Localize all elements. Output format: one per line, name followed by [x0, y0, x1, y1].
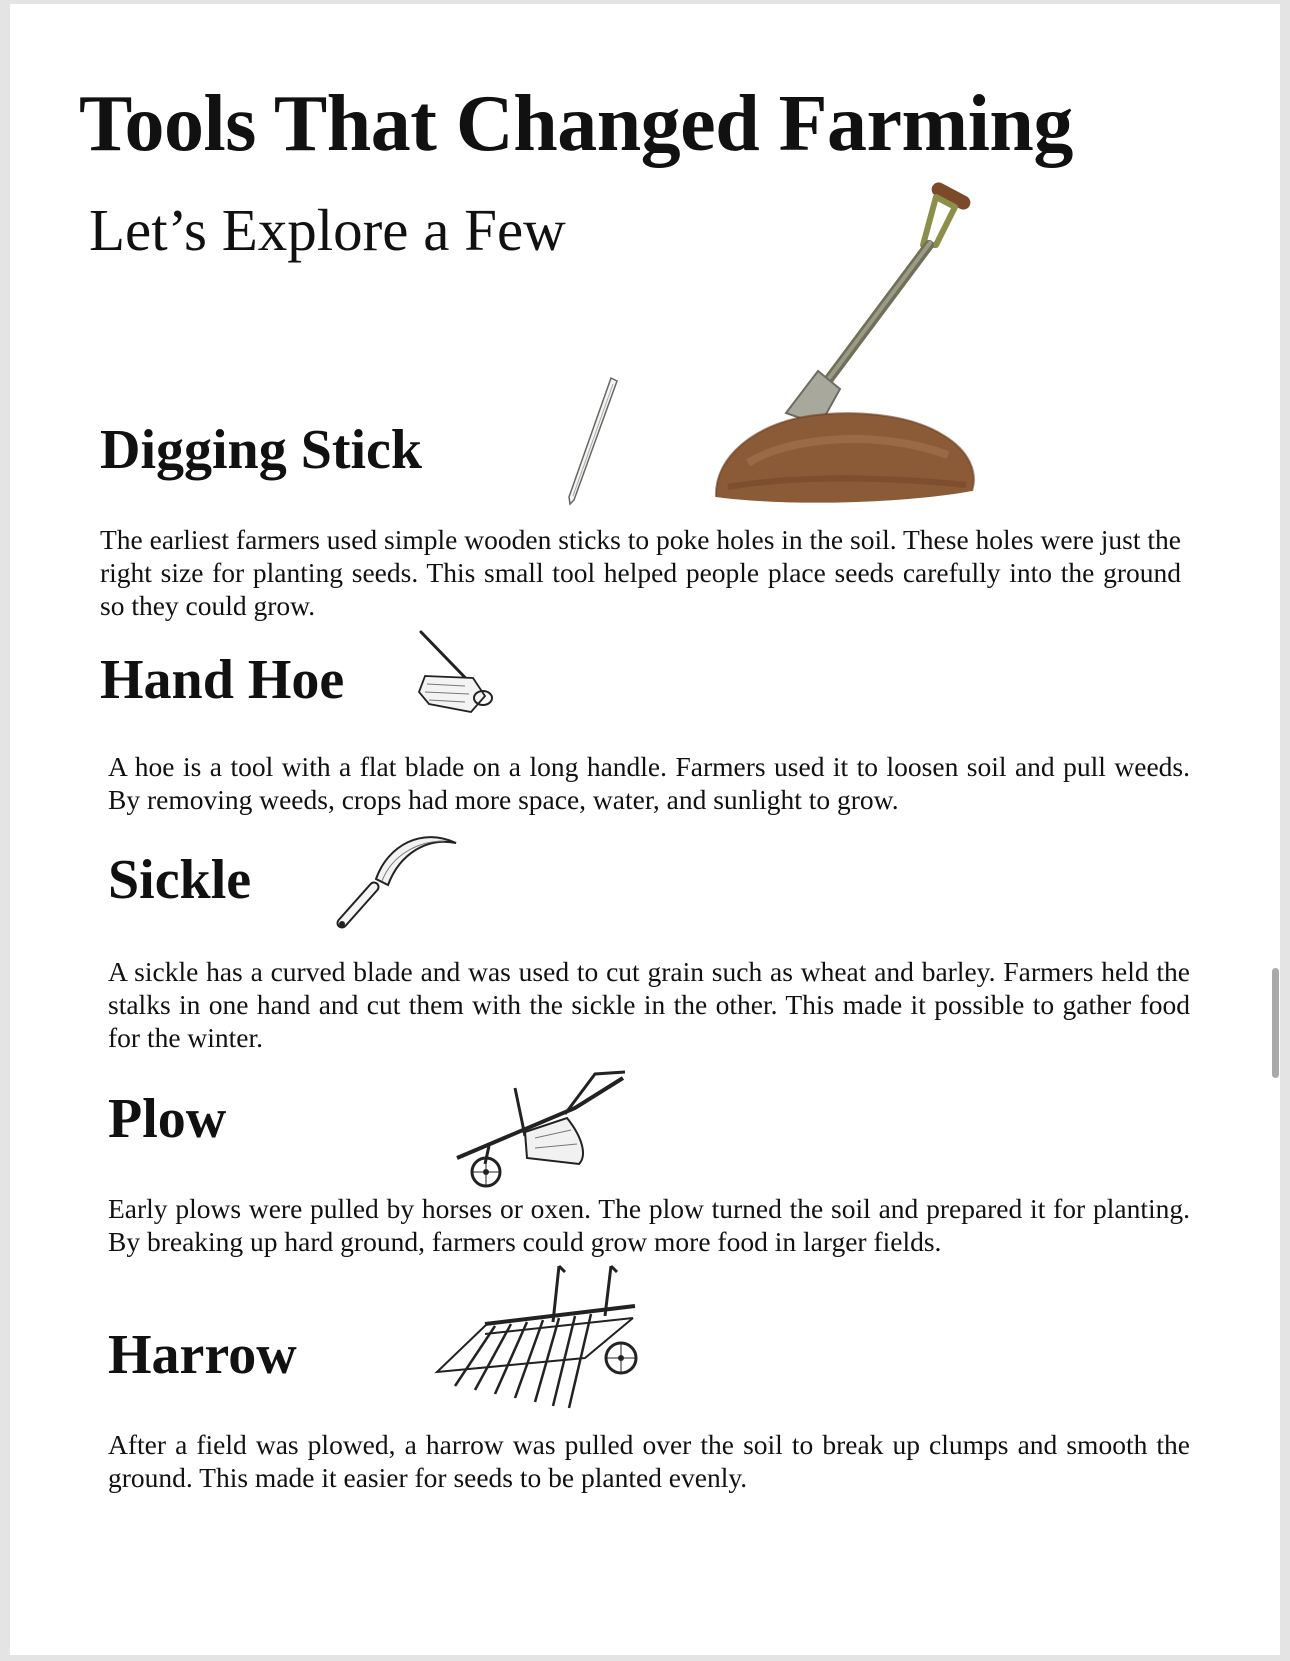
- vertical-scrollbar[interactable]: [1272, 968, 1279, 1078]
- section-body-hand-hoe: A hoe is a tool with a flat blade on a long handle. Farmers used it to loosen soil and pull weeds. By removing weeds, crops had more space, water, and sunlight to grow.: [108, 751, 1190, 815]
- page-subtitle: Let’s Explore a Few: [89, 197, 566, 263]
- sickle-icon: [332, 825, 462, 931]
- page-title: Tools That Changed Farming: [79, 80, 1073, 168]
- section-heading-plow: Plow: [108, 1088, 227, 1150]
- plow-icon: [455, 1068, 630, 1193]
- section-heading-harrow: Harrow: [108, 1324, 297, 1386]
- section-body-plow: Early plows were pulled by horses or oxen. The plow turned the soil and prepared it for planting. By breaking up hard ground, farmers could grow more food in larger fields.: [108, 1193, 1190, 1257]
- section-heading-hand-hoe: Hand Hoe: [100, 649, 345, 711]
- harrow-icon: [435, 1262, 645, 1417]
- digging-stick-icon: [560, 372, 620, 512]
- section-body-sickle: A sickle has a curved blade and was used to cut grain such as wheat and barley. Farmers held the stalks in one hand and cut them with the sickle in the other. This made it possible to gather food for the winter.: [108, 956, 1190, 1053]
- shovel-in-soil-icon: [708, 185, 988, 505]
- section-heading-digging-stick: Digging Stick: [100, 419, 423, 481]
- section-body-digging-stick: The earliest farmers used simple wooden sticks to poke holes in the soil. These holes were just the right size for planting seeds. This small tool helped people place seeds carefully into the ground so they could grow.: [100, 524, 1181, 621]
- hand-hoe-icon: [415, 628, 500, 728]
- section-body-harrow: After a field was plowed, a harrow was pulled over the soil to break up clumps and smooth the ground. This made it easier for seeds to be planted evenly.: [108, 1429, 1190, 1493]
- section-heading-sickle: Sickle: [108, 849, 252, 911]
